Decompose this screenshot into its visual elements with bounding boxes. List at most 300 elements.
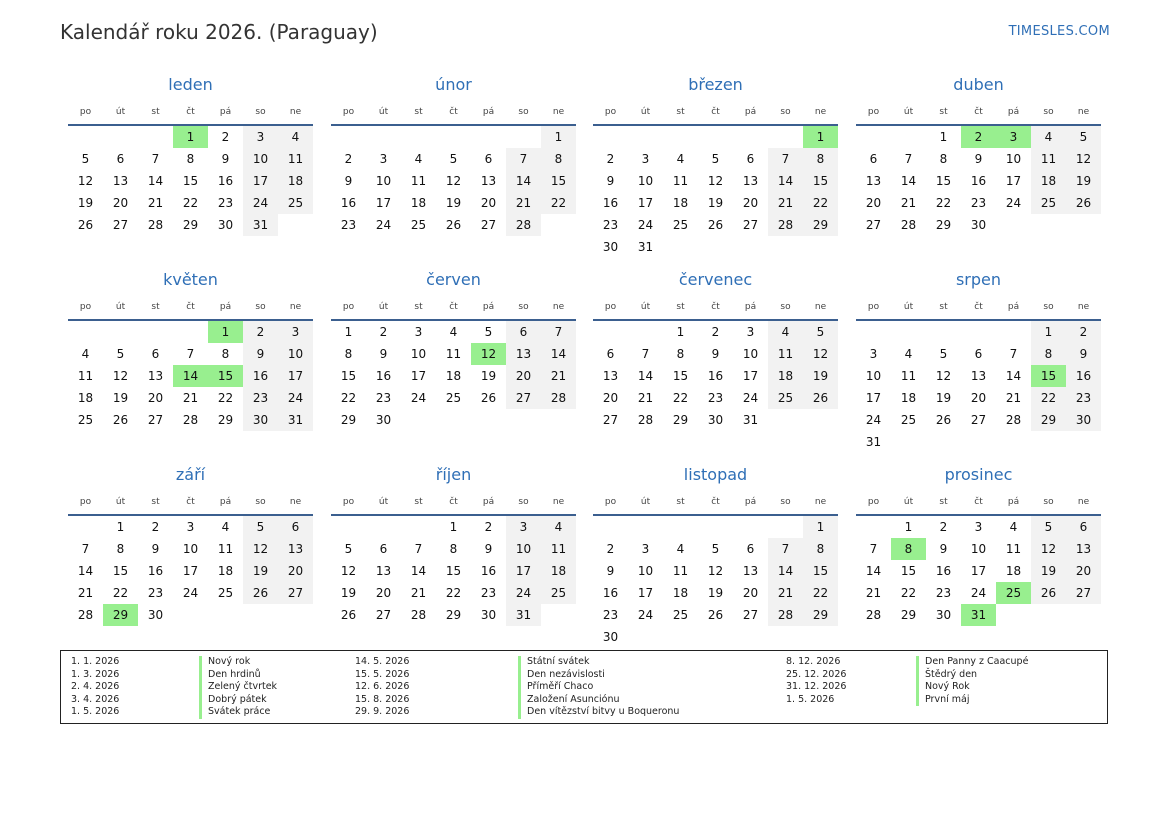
holiday-day-cell: 1 (173, 126, 208, 148)
day-cell: 29 (1031, 409, 1066, 431)
weekday-header: čt (173, 102, 208, 126)
day-cell: 31 (742, 413, 759, 427)
day-cell: 30 (970, 218, 987, 232)
day-cell: 31 (243, 214, 278, 236)
day-cell: 30 (602, 240, 619, 254)
day-cell: 23 (375, 391, 392, 405)
day-cell: 6 (151, 347, 160, 361)
brand-link[interactable]: TIMESLES.COM (1008, 24, 1110, 39)
day-cell: 19 (1066, 170, 1101, 192)
weekday-header: pá (471, 102, 506, 126)
empty-cell (593, 126, 628, 148)
day-cell: 27 (147, 413, 164, 427)
weekday-header: út (366, 297, 401, 321)
day-cell: 8 (803, 538, 838, 560)
weekday-header: ne (1066, 102, 1101, 126)
month-7 (593, 269, 838, 431)
day-cell: 23 (970, 196, 987, 210)
day-cell: 12 (707, 564, 724, 578)
legend-date: 25. 12. 2026 (786, 668, 847, 680)
day-cell: 23 (707, 391, 724, 405)
day-cell: 4 (278, 126, 313, 148)
weekday-header: po (68, 492, 103, 516)
day-cell: 17 (637, 196, 654, 210)
day-cell: 19 (112, 391, 129, 405)
day-cell: 13 (278, 538, 313, 560)
empty-cell (331, 516, 366, 538)
day-cell: 30 (707, 413, 724, 427)
day-cell: 26 (480, 391, 497, 405)
day-cell: 4 (414, 152, 423, 166)
day-cell: 30 (217, 218, 234, 232)
legend-date: 8. 12. 2026 (786, 656, 841, 667)
day-cell: 24 (637, 608, 654, 622)
day-cell: 3 (974, 520, 983, 534)
day-cell: 10 (182, 542, 199, 556)
day-cell: 18 (1005, 564, 1022, 578)
day-cell: 5 (1031, 516, 1066, 538)
day-cell: 1 (803, 516, 838, 538)
day-cell: 21 (77, 586, 94, 600)
day-cell: 25 (77, 413, 94, 427)
day-cell: 10 (742, 347, 759, 361)
day-cell: 1 (449, 520, 458, 534)
day-cell: 21 (900, 196, 917, 210)
day-cell: 8 (186, 152, 195, 166)
month-name: leden (168, 75, 213, 94)
day-cell: 30 (1066, 409, 1101, 431)
day-cell: 5 (243, 516, 278, 538)
day-cell: 14 (637, 369, 654, 383)
day-cell: 15 (112, 564, 129, 578)
day-cell: 9 (711, 347, 720, 361)
weekday-header: čt (961, 297, 996, 321)
day-cell: 23 (243, 387, 278, 409)
day-cell: 25 (410, 218, 427, 232)
weekday-header: út (366, 102, 401, 126)
weekday-header: po (331, 102, 366, 126)
day-cell: 1 (344, 325, 353, 339)
day-cell: 10 (243, 148, 278, 170)
month-days-grid (68, 492, 313, 626)
day-cell: 3 (641, 152, 650, 166)
day-cell: 7 (151, 152, 160, 166)
day-cell: 22 (112, 586, 129, 600)
weekday-header: po (856, 492, 891, 516)
weekday-header: st (401, 492, 436, 516)
empty-cell (891, 321, 926, 343)
day-cell: 9 (974, 152, 983, 166)
day-cell: 29 (900, 608, 917, 622)
day-cell: 6 (869, 152, 878, 166)
day-cell: 3 (379, 152, 388, 166)
weekday-header: po (331, 297, 366, 321)
page-title: Kalendář roku 2026. (Paraguay) (60, 20, 378, 44)
day-cell: 18 (445, 369, 462, 383)
day-cell: 2 (711, 325, 720, 339)
day-cell: 2 (1066, 321, 1101, 343)
weekday-header: st (401, 297, 436, 321)
month-9 (68, 464, 313, 626)
holiday-day-cell: 29 (103, 604, 138, 626)
day-cell: 24 (506, 582, 541, 604)
month-name: únor (435, 75, 472, 94)
day-cell: 2 (151, 520, 160, 534)
day-cell: 9 (606, 174, 615, 188)
day-cell: 18 (1031, 170, 1066, 192)
day-cell: 11 (1031, 148, 1066, 170)
empty-cell (926, 321, 961, 343)
day-cell: 22 (182, 196, 199, 210)
day-cell: 19 (935, 391, 952, 405)
empty-cell (663, 516, 698, 538)
day-cell: 14 (147, 174, 164, 188)
day-cell: 3 (414, 325, 423, 339)
day-cell: 9 (939, 542, 948, 556)
month-name: květen (163, 270, 218, 289)
day-cell: 7 (904, 152, 913, 166)
day-cell: 26 (707, 218, 724, 232)
legend-holiday-name: Štědrý den (916, 669, 977, 682)
day-cell: 20 (602, 391, 619, 405)
day-cell: 1 (939, 130, 948, 144)
day-cell: 23 (340, 218, 357, 232)
day-cell: 17 (970, 564, 987, 578)
day-cell: 26 (77, 218, 94, 232)
month-name: březen (688, 75, 743, 94)
day-cell: 8 (541, 148, 576, 170)
day-cell: 20 (970, 391, 987, 405)
day-cell: 16 (970, 174, 987, 188)
day-cell: 11 (672, 174, 689, 188)
day-cell: 18 (541, 560, 576, 582)
legend-date: 29. 9. 2026 (355, 706, 410, 717)
weekday-header: po (331, 492, 366, 516)
day-cell: 19 (803, 365, 838, 387)
legend-date: 12. 6. 2026 (355, 681, 410, 692)
day-cell: 28 (77, 608, 94, 622)
day-cell: 27 (506, 387, 541, 409)
day-cell: 22 (541, 192, 576, 214)
weekday-header: út (103, 297, 138, 321)
day-cell: 11 (900, 369, 917, 383)
weekday-header: út (891, 102, 926, 126)
day-cell: 30 (147, 608, 164, 622)
day-cell: 20 (375, 586, 392, 600)
day-cell: 16 (375, 369, 392, 383)
day-cell: 9 (151, 542, 160, 556)
weekday-header: so (243, 492, 278, 516)
empty-cell (401, 126, 436, 148)
holiday-day-cell: 3 (996, 126, 1031, 148)
month-name: září (175, 465, 206, 484)
day-cell: 25 (217, 586, 234, 600)
weekday-header: pá (996, 297, 1031, 321)
empty-cell (856, 321, 891, 343)
day-cell: 10 (375, 174, 392, 188)
day-cell: 8 (116, 542, 125, 556)
day-cell: 13 (742, 564, 759, 578)
day-cell: 16 (147, 564, 164, 578)
day-cell: 17 (637, 586, 654, 600)
legend-holiday-name: Den vítězství bitvy u Boqueronu (518, 706, 679, 719)
day-cell: 10 (637, 174, 654, 188)
day-cell: 18 (672, 196, 689, 210)
day-cell: 28 (768, 604, 803, 626)
day-cell: 7 (641, 347, 650, 361)
day-cell: 25 (541, 582, 576, 604)
month-days-grid (68, 102, 313, 236)
day-cell: 8 (939, 152, 948, 166)
day-cell: 13 (112, 174, 129, 188)
day-cell: 25 (278, 192, 313, 214)
day-cell: 11 (278, 148, 313, 170)
month-name: listopad (683, 465, 748, 484)
day-cell: 1 (904, 520, 913, 534)
weekday-header: ne (278, 102, 313, 126)
month-name: červenec (678, 270, 753, 289)
day-cell: 20 (742, 586, 759, 600)
day-cell: 19 (445, 196, 462, 210)
day-cell: 21 (637, 391, 654, 405)
weekday-header: pá (996, 102, 1031, 126)
day-cell: 25 (1031, 192, 1066, 214)
day-cell: 10 (637, 564, 654, 578)
day-cell: 10 (278, 343, 313, 365)
day-cell: 9 (221, 152, 230, 166)
day-cell: 14 (541, 343, 576, 365)
day-cell: 18 (410, 196, 427, 210)
day-cell: 25 (768, 387, 803, 409)
day-cell: 19 (1031, 560, 1066, 582)
empty-cell (733, 516, 768, 538)
weekday-header: čt (698, 297, 733, 321)
day-cell: 8 (1031, 343, 1066, 365)
empty-cell (733, 126, 768, 148)
weekday-header: ne (803, 492, 838, 516)
day-cell: 3 (506, 516, 541, 538)
day-cell: 13 (147, 369, 164, 383)
legend-holiday-name: Příměří Chaco (518, 681, 593, 694)
day-cell: 28 (900, 218, 917, 232)
weekday-header: st (663, 492, 698, 516)
weekday-header: so (1031, 297, 1066, 321)
day-cell: 14 (900, 174, 917, 188)
empty-cell (698, 516, 733, 538)
weekday-header: út (103, 492, 138, 516)
weekday-header: út (103, 102, 138, 126)
day-cell: 29 (182, 218, 199, 232)
empty-cell (436, 126, 471, 148)
day-cell: 4 (449, 325, 458, 339)
month-days-grid (856, 102, 1101, 236)
day-cell: 23 (602, 608, 619, 622)
day-cell: 1 (676, 325, 685, 339)
holiday-day-cell: 2 (961, 126, 996, 148)
holiday-day-cell: 1 (208, 321, 243, 343)
day-cell: 28 (637, 413, 654, 427)
day-cell: 2 (344, 152, 353, 166)
legend-holiday-name: Založení Asunciónu (518, 694, 620, 707)
day-cell: 10 (970, 542, 987, 556)
day-cell: 8 (344, 347, 353, 361)
day-cell: 5 (939, 347, 948, 361)
month-name: červen (426, 270, 481, 289)
day-cell: 16 (935, 564, 952, 578)
day-cell: 21 (541, 365, 576, 387)
day-cell: 18 (672, 586, 689, 600)
legend-holiday-name: Nový rok (199, 656, 250, 669)
month-12 (856, 464, 1101, 626)
legend-holiday-name: První máj (916, 694, 970, 707)
day-cell: 25 (672, 218, 689, 232)
day-cell: 7 (414, 542, 423, 556)
day-cell: 6 (379, 542, 388, 556)
day-cell: 6 (606, 347, 615, 361)
day-cell: 13 (970, 369, 987, 383)
day-cell: 2 (606, 542, 615, 556)
day-cell: 28 (541, 387, 576, 409)
day-cell: 5 (484, 325, 493, 339)
day-cell: 29 (935, 218, 952, 232)
weekday-header: po (593, 102, 628, 126)
day-cell: 17 (742, 369, 759, 383)
day-cell: 16 (340, 196, 357, 210)
weekday-header: ne (541, 492, 576, 516)
day-cell: 22 (803, 192, 838, 214)
day-cell: 26 (1031, 582, 1066, 604)
weekday-header: čt (698, 492, 733, 516)
day-cell: 27 (602, 413, 619, 427)
day-cell: 31 (865, 435, 882, 449)
day-cell: 4 (1009, 520, 1018, 534)
day-cell: 21 (865, 586, 882, 600)
month-days-grid (856, 297, 1101, 453)
weekday-header: pá (996, 492, 1031, 516)
day-cell: 26 (445, 218, 462, 232)
empty-cell (891, 126, 926, 148)
day-cell: 30 (480, 608, 497, 622)
weekday-header: so (768, 492, 803, 516)
day-cell: 11 (445, 347, 462, 361)
weekday-header: čt (173, 492, 208, 516)
day-cell: 22 (935, 196, 952, 210)
holiday-day-cell: 1 (803, 126, 838, 148)
day-cell: 4 (676, 542, 685, 556)
month-name: duben (953, 75, 1004, 94)
day-cell: 24 (637, 218, 654, 232)
day-cell: 27 (278, 582, 313, 604)
day-cell: 10 (865, 369, 882, 383)
day-cell: 1 (541, 126, 576, 148)
day-cell: 14 (410, 564, 427, 578)
day-cell: 11 (217, 542, 234, 556)
day-cell: 4 (81, 347, 90, 361)
day-cell: 18 (278, 170, 313, 192)
weekday-header: st (663, 102, 698, 126)
day-cell: 5 (344, 542, 353, 556)
weekday-header: út (628, 297, 663, 321)
empty-cell (593, 516, 628, 538)
day-cell: 24 (410, 391, 427, 405)
day-cell: 16 (480, 564, 497, 578)
day-cell: 21 (506, 192, 541, 214)
day-cell: 27 (970, 413, 987, 427)
weekday-header: ne (803, 297, 838, 321)
day-cell: 29 (445, 608, 462, 622)
weekday-header: po (856, 297, 891, 321)
day-cell: 12 (935, 369, 952, 383)
month-days-grid (593, 492, 838, 648)
day-cell: 24 (970, 586, 987, 600)
day-cell: 2 (243, 321, 278, 343)
weekday-header: po (593, 297, 628, 321)
weekday-header: so (768, 297, 803, 321)
weekday-header: so (506, 297, 541, 321)
day-cell: 23 (217, 196, 234, 210)
weekday-header: st (138, 297, 173, 321)
month-1 (68, 74, 313, 236)
day-cell: 19 (243, 560, 278, 582)
day-cell: 6 (746, 152, 755, 166)
month-name: srpen (955, 270, 1002, 289)
day-cell: 6 (278, 516, 313, 538)
day-cell: 19 (480, 369, 497, 383)
day-cell: 29 (340, 413, 357, 427)
month-2 (331, 74, 576, 236)
day-cell: 4 (221, 520, 230, 534)
day-cell: 21 (768, 582, 803, 604)
day-cell: 10 (506, 538, 541, 560)
empty-cell (593, 321, 628, 343)
day-cell: 24 (742, 391, 759, 405)
empty-cell (471, 126, 506, 148)
day-cell: 1 (116, 520, 125, 534)
day-cell: 17 (182, 564, 199, 578)
day-cell: 28 (865, 608, 882, 622)
weekday-header: čt (698, 102, 733, 126)
day-cell: 23 (935, 586, 952, 600)
day-cell: 1 (1031, 321, 1066, 343)
day-cell: 13 (480, 174, 497, 188)
day-cell: 20 (742, 196, 759, 210)
day-cell: 18 (900, 391, 917, 405)
month-name: prosinec (944, 465, 1013, 484)
weekday-header: čt (436, 102, 471, 126)
holiday-day-cell: 12 (471, 343, 506, 365)
day-cell: 19 (707, 196, 724, 210)
empty-cell (401, 516, 436, 538)
day-cell: 16 (707, 369, 724, 383)
month-days-grid (593, 297, 838, 431)
holiday-day-cell: 15 (208, 365, 243, 387)
day-cell: 27 (742, 218, 759, 232)
day-cell: 30 (375, 413, 392, 427)
day-cell: 23 (602, 218, 619, 232)
day-cell: 15 (803, 560, 838, 582)
day-cell: 14 (77, 564, 94, 578)
day-cell: 31 (506, 604, 541, 626)
empty-cell (331, 126, 366, 148)
day-cell: 27 (112, 218, 129, 232)
empty-cell (768, 126, 803, 148)
legend-date: 2. 4. 2026 (71, 681, 120, 692)
day-cell: 22 (340, 391, 357, 405)
day-cell: 22 (1031, 387, 1066, 409)
day-cell: 26 (707, 608, 724, 622)
day-cell: 5 (81, 152, 90, 166)
day-cell: 22 (900, 586, 917, 600)
